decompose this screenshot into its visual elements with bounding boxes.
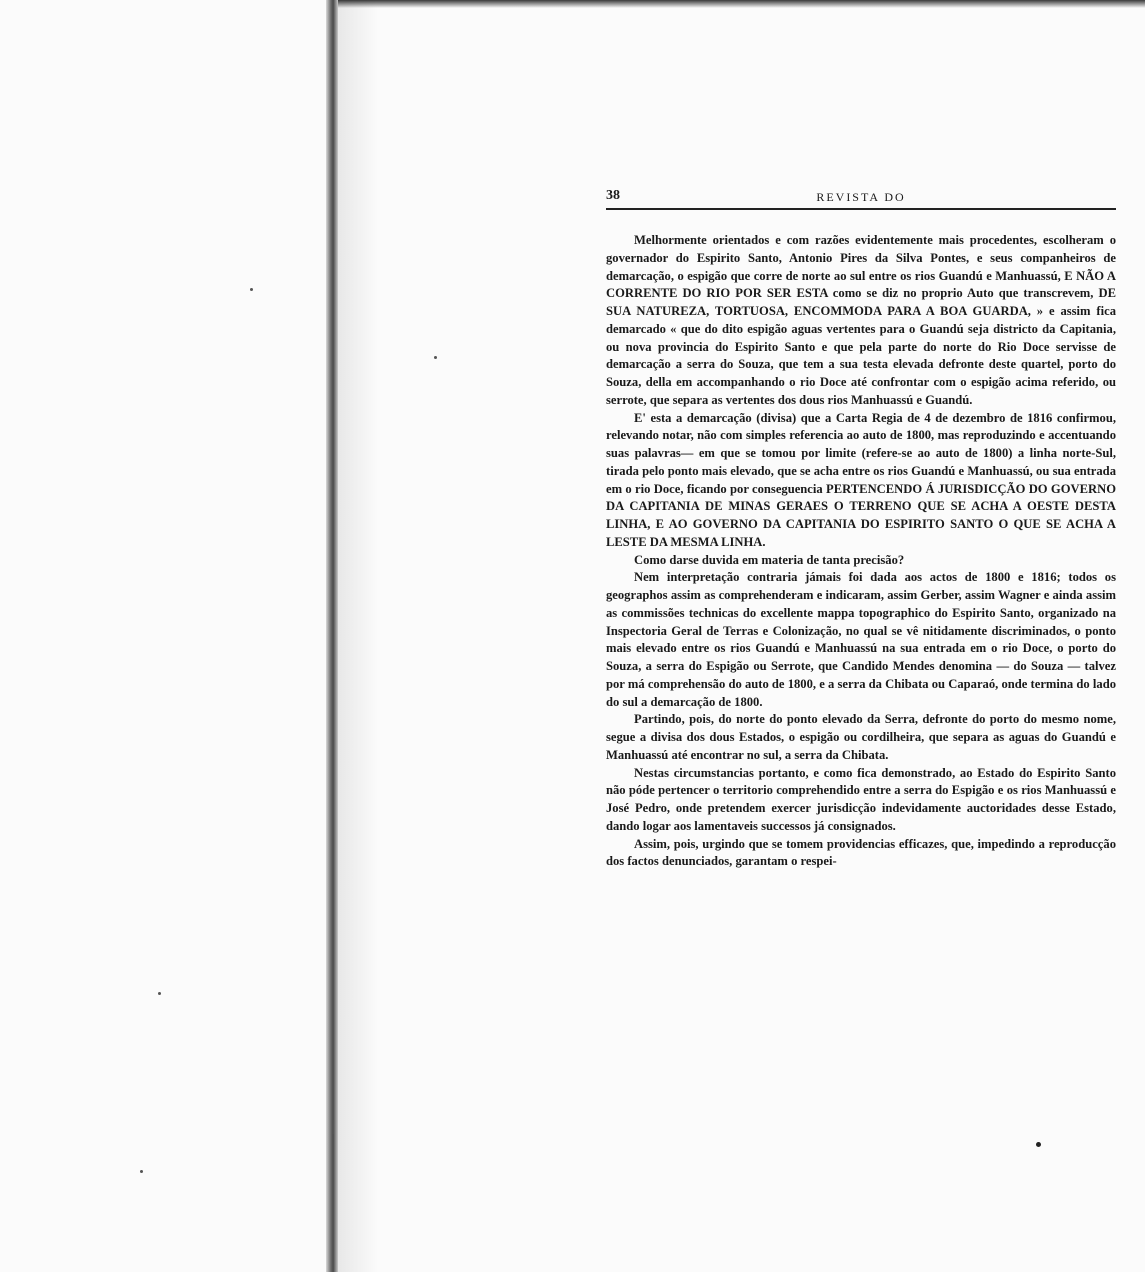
scan-speck bbox=[140, 1170, 143, 1173]
header-rule bbox=[606, 208, 1116, 210]
paragraph: Partindo, pois, do norte do ponto elevado da Serra, defronte do porto do mesmo nome, segue a divisa dos dous Estados, o espigão ou cordilheira, que separa as aguas do Guandú e Manhuassú até encontrar no sul, a serra da Chibata. bbox=[606, 712, 1116, 762]
paragraph: Como darse duvida em materia de tanta precisão? bbox=[634, 552, 905, 567]
scan-speck bbox=[158, 992, 161, 995]
running-title: REVISTA DO bbox=[816, 190, 906, 204]
scan-speck bbox=[434, 356, 437, 359]
scan-mark bbox=[1036, 1142, 1041, 1147]
book-spine bbox=[326, 0, 338, 1272]
page-number: 38 bbox=[606, 188, 620, 203]
scan-speck bbox=[332, 1120, 334, 1134]
paragraph: Nestas circumstancias portanto, e como fica demonstrado, ao Estado do Espirito Santo não póde pertencer o territorio comprehendido entre a serra do Espigão e os rios Manhuassú e José Pedro, onde pretendem exercer jurisdicção indevidamente auctoridades desse Estado, dando logar aos lamentaveis successos já consignados. bbox=[606, 765, 1116, 833]
page-header bbox=[606, 188, 1116, 214]
paragraph: Nem interpretação contraria jámais foi dada aos actos de 1800 e 1816; todos os geographos assim as comprehenderam e indicaram, assim Gerber, assim Wagner e ainda assim as commissões technicas do excellente mappa topographico do Espirito Santo, organizado na Inspectoria Geral de Terras e Colonização, no qual se vê nitidamente discriminados, o ponto mais elevado entre os rios Guandú e Manhuassú na sua entrada em o rio Doce, o porto do Souza, a serra do Espigão ou Serrote, que Candido Mendes denomina — do Souza — talvez por má comprehensão do auto de 1800, e a serra da Chibata ou Caparaó, onde termina do lado do sul a demarcação de 1800. bbox=[606, 570, 1116, 709]
paragraph: E' esta a demarcação (divisa) que a Carta Regia de 4 de dezembro de 1816 confirmou, relevando notar, não com simples referencia ao auto de 1800, mas reproduzindo e accentuando suas palavras— em que se tomou por limite (refere-se ao auto de 1800) a linha norte-Sul, tirada pelo ponto mais elevado, que se acha entre os rios Guandú e Manhuassú, ou sua entrada em o rio Doce, ficando por conseguencia PERTENCENDO Á JURISDICÇÃO DO GOVERNO DA CAPITANIA DE MINAS GERAES O TERRENO QUE SE ACHA A OESTE DESTA LINHA, E AO GOVERNO DA CAPITANIA DO ESPIRITO SANTO O QUE SE ACHA A LESTE DA MESMA LINHA. bbox=[606, 410, 1116, 549]
paragraph: Assim, pois, urgindo que se tomem providencias efficazes, que, impedindo a reproducção dos factos denunciados, garantam o respei- bbox=[606, 836, 1116, 869]
page-body-text bbox=[606, 232, 1116, 871]
scan-speck bbox=[250, 288, 253, 291]
page-top-shadow bbox=[330, 0, 1145, 8]
paragraph: Melhormente orientados e com razões evidentemente mais procedentes, escolheram o governador do Espirito Santo, Antonio Pires da Silva Pontes, e seus companheiros de demarcação, o espigão que corre de norte ao sul entre os rios Guandú e Manhuassú, E NÃO A CORRENTE DO RIO POR SER ESTA como se diz no proprio Auto que transcrevem, DE SUA NATUREZA, TORTUOSA, ENCOMMODA PARA A BOA GUARDA, » e assim fica demarcado « que do dito espigão aguas vertentes para o Guandú seja districto da Capitania, ou nova provincia do Espirito Santo e que pela parte do norte do Rio Doce servisse de demarcação a serra do Souza, que tem a sua testa elevada defronte deste quartel, porto do Souza, della em accompanhando o rio Doce até confrontar com o espigão acima referido, ou serrote, que separa as vertentes dos dous rios Manhuassú e Guandú. bbox=[606, 233, 1116, 407]
spine-shadow bbox=[338, 0, 378, 1272]
